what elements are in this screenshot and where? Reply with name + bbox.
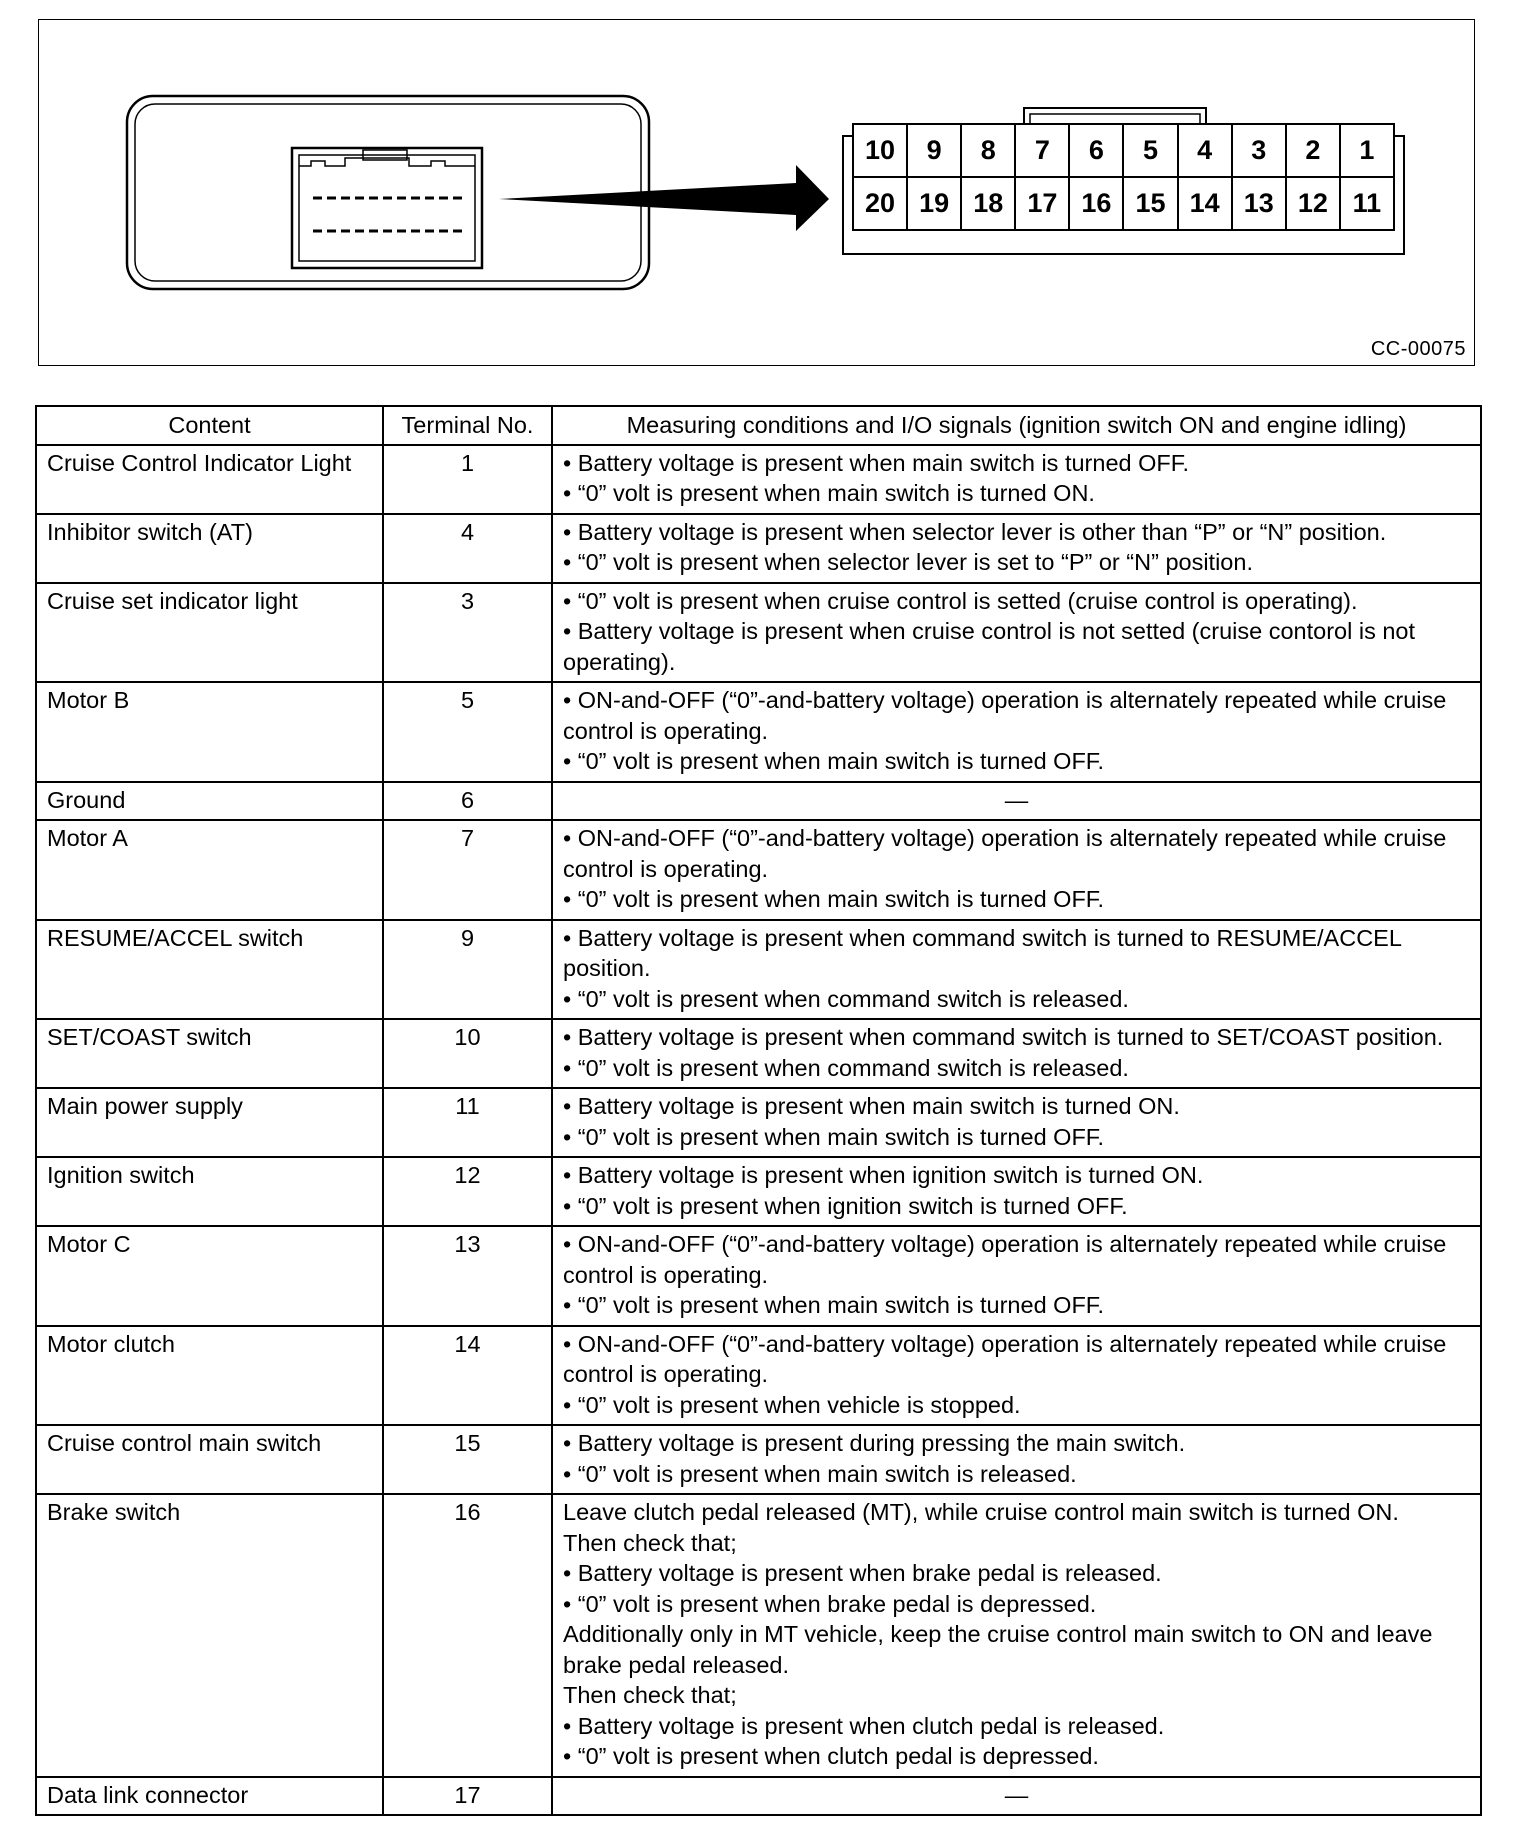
row-terminal: 11 xyxy=(383,1088,552,1157)
header-terminal: Terminal No. xyxy=(383,406,552,445)
condition-line: • Battery voltage is present during pressing the main switch. xyxy=(563,1430,1186,1456)
row-terminal: 16 xyxy=(383,1494,552,1777)
row-conditions: — xyxy=(552,1777,1481,1816)
table-row xyxy=(36,1226,1481,1326)
row-conditions xyxy=(552,682,1481,782)
connector-pin-grid xyxy=(853,124,1394,230)
row-conditions xyxy=(552,445,1481,514)
row-conditions xyxy=(552,1157,1481,1226)
connector-pin: 12 xyxy=(1285,176,1341,231)
row-terminal: 15 xyxy=(383,1425,552,1494)
connector-pin: 2 xyxy=(1285,123,1341,178)
condition-line: Additionally only in MT vehicle, keep the cruise control main switch to ON and leave brake pedal released. xyxy=(563,1621,1433,1678)
condition-line: • “0” volt is present when cruise control is setted (cruise control is operating). xyxy=(563,587,1358,614)
row-content: Motor A xyxy=(36,820,383,920)
row-content: Cruise Control Indicator Light xyxy=(36,445,383,514)
table-row xyxy=(36,1326,1481,1426)
row-content: Ground xyxy=(36,782,383,821)
connector-figure xyxy=(38,19,1475,366)
table-row xyxy=(36,920,1481,1020)
connector-pin: 15 xyxy=(1122,176,1178,231)
connector-pin: 11 xyxy=(1339,176,1395,231)
row-conditions xyxy=(552,1088,1481,1157)
condition-line: • ON-and-OFF (“0”-and-battery voltage) operation is alternately repeated while cruise control is operating. xyxy=(563,1231,1447,1288)
condition-line: • “0” volt is present when main switch is turned ON. xyxy=(563,480,1095,506)
row-content: Data link connector xyxy=(36,1777,383,1816)
row-conditions xyxy=(552,1425,1481,1494)
connector-pin: 5 xyxy=(1122,123,1178,178)
condition-line: • “0” volt is present when main switch is turned OFF. xyxy=(563,1292,1105,1318)
table-header-row xyxy=(36,406,1481,445)
condition-line: • “0” volt is present when main switch is turned OFF. xyxy=(563,748,1105,774)
table-row xyxy=(36,1777,1481,1816)
row-content: Main power supply xyxy=(36,1088,383,1157)
row-terminal: 4 xyxy=(383,514,552,583)
table-row xyxy=(36,820,1481,920)
condition-line: • “0” volt is present when main switch is turned OFF. xyxy=(563,886,1105,912)
row-content: Inhibitor switch (AT) xyxy=(36,514,383,583)
condition-line: • “0” volt is present when vehicle is stopped. xyxy=(563,1391,1021,1418)
condition-line: • “0” volt is present when ignition switch is turned OFF. xyxy=(563,1192,1128,1219)
condition-line: • Battery voltage is present when cruise control is not setted (cruise contorol is not operating). xyxy=(563,618,1416,675)
table-row xyxy=(36,583,1481,683)
row-conditions xyxy=(552,1494,1481,1777)
connector-pin: 17 xyxy=(1014,176,1070,231)
row-content: Motor B xyxy=(36,682,383,782)
row-terminal: 14 xyxy=(383,1326,552,1426)
condition-line: • ON-and-OFF (“0”-and-battery voltage) operation is alternately repeated while cruise control is operating. xyxy=(563,1330,1447,1387)
figure-code: CC-00075 xyxy=(1370,338,1466,360)
row-conditions xyxy=(552,1326,1481,1426)
connector-pin: 3 xyxy=(1231,123,1287,178)
condition-line: • “0” volt is present when command switch is released. xyxy=(563,1054,1129,1081)
table-row xyxy=(36,1157,1481,1226)
condition-line: • ON-and-OFF (“0”-and-battery voltage) operation is alternately repeated while cruise control is operating. xyxy=(563,687,1447,744)
table-row xyxy=(36,1494,1481,1777)
condition-line: • Battery voltage is present when command switch is turned to SET/COAST position. xyxy=(563,1024,1444,1050)
row-content: Motor C xyxy=(36,1226,383,1326)
row-conditions xyxy=(552,1019,1481,1088)
row-terminal: 6 xyxy=(383,782,552,821)
row-conditions xyxy=(552,920,1481,1020)
connector-pin: 6 xyxy=(1068,123,1124,178)
row-terminal: 1 xyxy=(383,445,552,514)
row-conditions xyxy=(552,583,1481,683)
row-terminal: 7 xyxy=(383,820,552,920)
condition-line: • Battery voltage is present when ignition switch is turned ON. xyxy=(563,1162,1204,1188)
row-conditions xyxy=(552,820,1481,920)
table-row xyxy=(36,682,1481,782)
condition-line: Then check that; xyxy=(563,1529,737,1556)
table-row xyxy=(36,445,1481,514)
connector-pin: 8 xyxy=(960,123,1016,178)
row-terminal: 10 xyxy=(383,1019,552,1088)
condition-line: • ON-and-OFF (“0”-and-battery voltage) operation is alternately repeated while cruise control is operating. xyxy=(563,825,1447,882)
condition-line: • Battery voltage is present when selector lever is other than “P” or “N” position. xyxy=(563,518,1387,545)
condition-line: • “0” volt is present when selector lever is set to “P” or “N” position. xyxy=(563,549,1253,575)
row-content: Brake switch xyxy=(36,1494,383,1777)
row-terminal: 12 xyxy=(383,1157,552,1226)
condition-line: • Battery voltage is present when command switch is turned to RESUME/ACCEL position. xyxy=(563,924,1402,981)
connector-pin: 14 xyxy=(1177,176,1233,231)
row-content: Cruise set indicator light xyxy=(36,583,383,683)
condition-line: • “0” volt is present when brake pedal is depressed. xyxy=(563,1590,1097,1617)
connector-pin: 10 xyxy=(852,123,908,178)
terminal-spec-table xyxy=(35,405,1482,1816)
condition-line: • “0” volt is present when main switch is released. xyxy=(563,1460,1077,1487)
connector-pin: 7 xyxy=(1014,123,1070,178)
table-row xyxy=(36,782,1481,821)
header-conditions: Measuring conditions and I/O signals (ignition switch ON and engine idling) xyxy=(552,406,1481,445)
row-terminal: 5 xyxy=(383,682,552,782)
condition-line: • “0” volt is present when command switch is released. xyxy=(563,985,1129,1012)
condition-line: • “0” volt is present when main switch is turned OFF. xyxy=(563,1123,1105,1150)
row-terminal: 9 xyxy=(383,920,552,1020)
row-content: Motor clutch xyxy=(36,1326,383,1426)
table-row xyxy=(36,1425,1481,1494)
connector-pin: 1 xyxy=(1339,123,1395,178)
table-row xyxy=(36,514,1481,583)
table-body xyxy=(36,445,1481,1816)
connector-pin: 20 xyxy=(852,176,908,231)
table-row xyxy=(36,1088,1481,1157)
condition-line: • Battery voltage is present when clutch pedal is released. xyxy=(563,1712,1165,1739)
connector-pin: 19 xyxy=(906,176,962,231)
row-content: Ignition switch xyxy=(36,1157,383,1226)
row-terminal: 3 xyxy=(383,583,552,683)
row-conditions xyxy=(552,514,1481,583)
row-conditions xyxy=(552,1226,1481,1326)
connector-pin: 13 xyxy=(1231,176,1287,231)
condition-line: • “0” volt is present when clutch pedal is depressed. xyxy=(563,1743,1099,1769)
row-conditions: — xyxy=(552,782,1481,821)
condition-line: Then check that; xyxy=(563,1682,737,1708)
connector-pin: 4 xyxy=(1177,123,1233,178)
connector-pin: 9 xyxy=(906,123,962,178)
header-content: Content xyxy=(36,406,383,445)
row-content: RESUME/ACCEL switch xyxy=(36,920,383,1020)
row-terminal: 17 xyxy=(383,1777,552,1816)
table-row xyxy=(36,1019,1481,1088)
condition-line: • Battery voltage is present when main switch is turned OFF. xyxy=(563,449,1190,476)
condition-line: • Battery voltage is present when brake pedal is released. xyxy=(563,1560,1162,1586)
row-content: SET/COAST switch xyxy=(36,1019,383,1088)
condition-line: • Battery voltage is present when main switch is turned ON. xyxy=(563,1093,1180,1119)
condition-line: Leave clutch pedal released (MT), while cruise control main switch is turned ON. xyxy=(563,1499,1399,1525)
row-terminal: 13 xyxy=(383,1226,552,1326)
connector-pin: 18 xyxy=(960,176,1016,231)
row-content: Cruise control main switch xyxy=(36,1425,383,1494)
connector-pin: 16 xyxy=(1068,176,1124,231)
